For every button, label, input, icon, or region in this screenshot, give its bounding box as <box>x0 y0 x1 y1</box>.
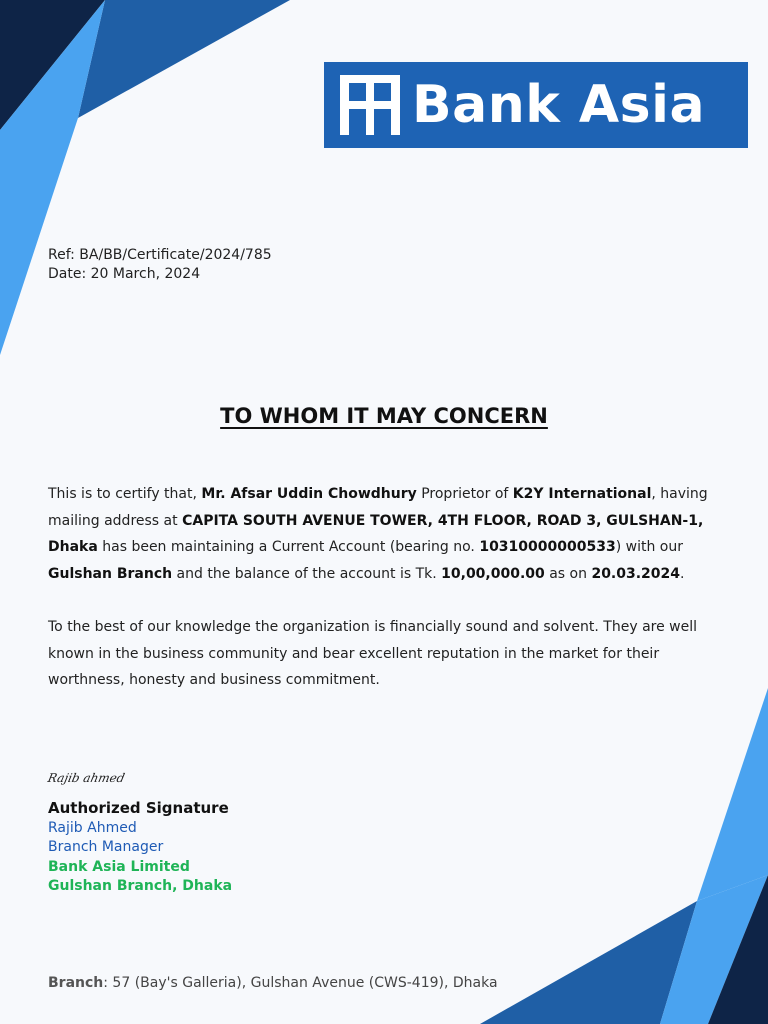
letter-title: TO WHOM IT MAY CONCERN <box>220 404 548 428</box>
balance-date: 20.03.2024 <box>591 565 681 582</box>
account-number: 10310000000533 <box>479 539 616 555</box>
text-segment: and the balance of the account is Tk. <box>172 565 442 582</box>
footer-address: : 57 (Bay's Galleria), Gulshan Avenue (CWS-419), Dhaka <box>103 975 498 991</box>
handwritten-signature: Rajib ahmed <box>46 771 127 785</box>
bank-asia-logo <box>324 62 748 148</box>
bottom-right-light-blue-shape <box>697 688 768 901</box>
letter-date: Date: 20 March, 2024 <box>48 266 201 282</box>
branch-location: Gulshan Branch, Dhaka <box>48 878 233 894</box>
signatory-name: Rajib Ahmed <box>48 819 137 836</box>
bottom-right-blue-shape <box>480 901 697 1024</box>
footer-label: Branch <box>48 975 104 991</box>
bank-asia-logo-mark-icon <box>340 75 400 135</box>
logo-text: Bank Asia <box>412 75 706 135</box>
bank-name: Bank Asia Limited <box>48 858 190 875</box>
footer-branch-address <box>48 975 498 991</box>
solvency-paragraph: To the best of our knowledge the organization is financially sound and solvent. They are well known in the business community and bear excellent reputation in the market for their worthness, honesty and business commitment. <box>48 619 698 688</box>
text-segment: as on <box>544 565 592 582</box>
authorized-signature-label: Authorized Signature <box>48 799 229 817</box>
account-balance: 10,00,000.00 <box>441 565 545 582</box>
text-segment: Proprietor of <box>416 486 513 502</box>
mailing-address: CAPITA SOUTH AVENUE TOWER, 4TH FLOOR, ROAD 3, GULSHAN-1, Dhaka <box>48 512 704 555</box>
certificate-paragraph <box>48 481 720 587</box>
company-name: K2Y International <box>512 486 652 502</box>
reference-block <box>48 246 272 284</box>
top-left-blue-shape <box>78 0 290 118</box>
client-name: Mr. Afsar Uddin Chowdhury <box>201 486 417 502</box>
text-segment: , having mailing address at <box>48 486 708 529</box>
signature-block <box>48 799 232 897</box>
text-segment: ) with our <box>615 539 683 555</box>
text-segment: . <box>680 565 685 582</box>
reference-number: Ref: BA/BB/Certificate/2024/785 <box>48 247 272 263</box>
signatory-designation: Branch Manager <box>48 839 164 855</box>
branch-name: Gulshan Branch <box>48 565 173 582</box>
text-segment: This is to certify that, <box>48 486 202 502</box>
text-segment: has been maintaining a Current Account (bearing no. <box>97 539 480 555</box>
